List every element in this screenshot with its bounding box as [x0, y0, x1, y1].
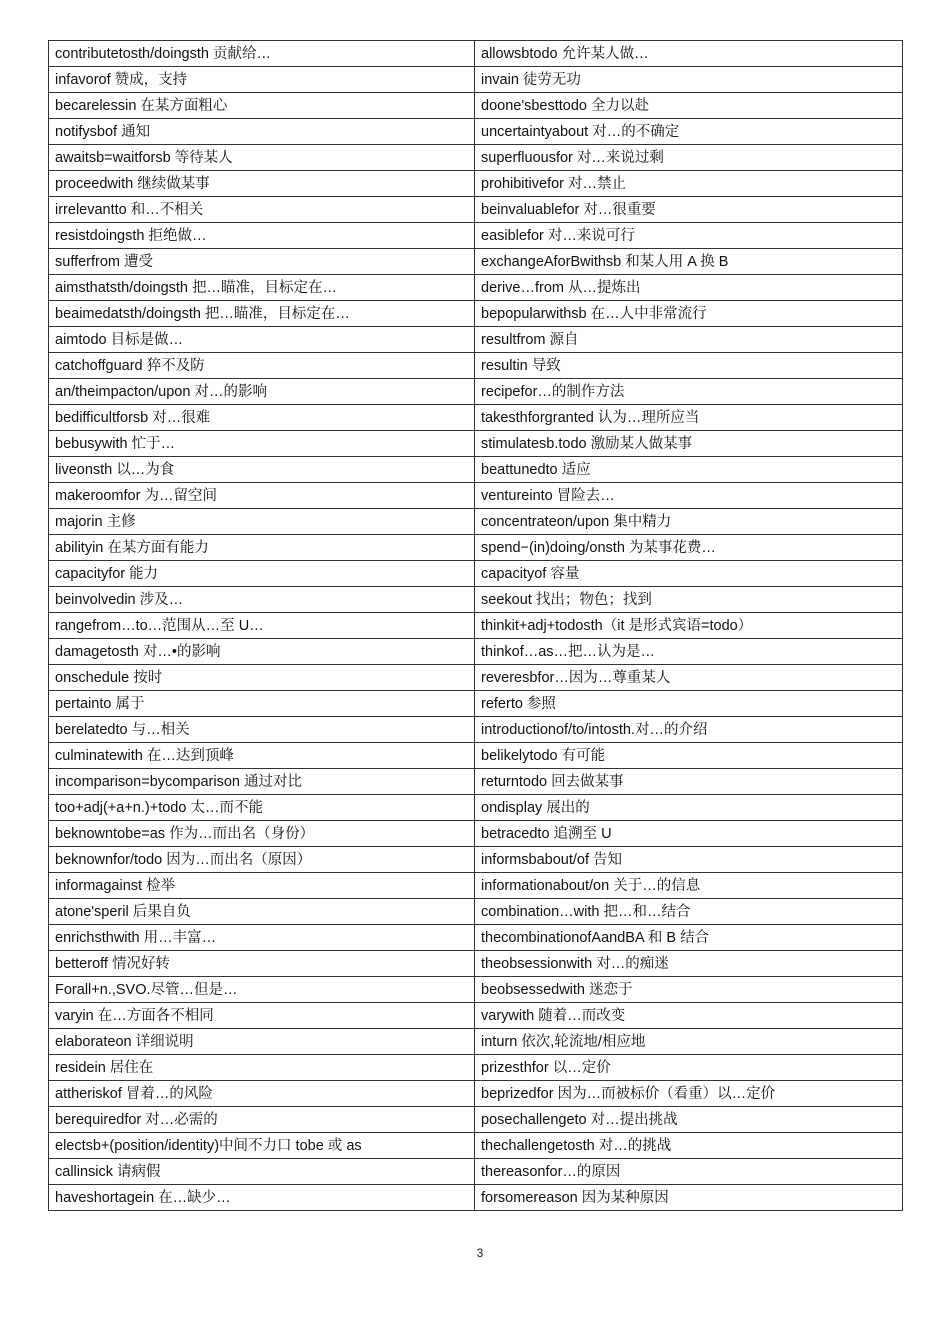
table-row — [49, 613, 903, 639]
vocabulary-table-body — [49, 41, 903, 1211]
phrase-cell-left: irrelevantto 和…不相关 — [49, 197, 475, 223]
phrase-cell-right: takesthforgranted 认为…理所应当 — [475, 405, 903, 431]
phrase-cell-right: prizesthfor 以…定价 — [475, 1055, 903, 1081]
phrase-cell-left: elaborateon 详细说明 — [49, 1029, 475, 1055]
phrase-cell-left: haveshortagein 在…缺少… — [49, 1185, 475, 1211]
phrase-cell-left: betteroff 情况好转 — [49, 951, 475, 977]
table-row — [49, 873, 903, 899]
table-row — [49, 847, 903, 873]
table-row — [49, 405, 903, 431]
phrase-cell-left: beknowntobe=as 作为…而出名（身份） — [49, 821, 475, 847]
phrase-cell-right: concentrateon/upon 集中精力 — [475, 509, 903, 535]
phrase-cell-right: prohibitivefor 对…禁止 — [475, 171, 903, 197]
phrase-cell-left: culminatewith 在…达到顶峰 — [49, 743, 475, 769]
phrase-cell-right: thinkit+adj+todosth（it 是形式宾语=todo） — [475, 613, 903, 639]
table-row — [49, 93, 903, 119]
phrase-cell-right: introductionof/to/intosth.对…的介绍 — [475, 717, 903, 743]
phrase-cell-left: varyin 在…方面各不相同 — [49, 1003, 475, 1029]
phrase-cell-right: beinvaluablefor 对…很重要 — [475, 197, 903, 223]
phrase-cell-left: capacityfor 能力 — [49, 561, 475, 587]
phrase-cell-left: informagainst 检举 — [49, 873, 475, 899]
table-row — [49, 353, 903, 379]
phrase-cell-left: incomparison=bycomparison 通过对比 — [49, 769, 475, 795]
table-row — [49, 197, 903, 223]
table-row — [49, 483, 903, 509]
phrase-cell-right: thecombinationofAandBA 和 B 结合 — [475, 925, 903, 951]
table-row — [49, 587, 903, 613]
phrase-cell-left: beinvolvedin 涉及… — [49, 587, 475, 613]
phrase-cell-right: informationabout/on 关于…的信息 — [475, 873, 903, 899]
vocabulary-table — [48, 40, 903, 1211]
phrase-cell-left: makeroomfor 为…留空间 — [49, 483, 475, 509]
phrase-cell-right: thechallengetosth 对…的挑战 — [475, 1133, 903, 1159]
phrase-cell-left: rangefrom…to…范围从…至 U… — [49, 613, 475, 639]
phrase-cell-left: liveonsth 以…为食 — [49, 457, 475, 483]
phrase-cell-right: posechallengeto 对…提出挑战 — [475, 1107, 903, 1133]
table-row — [49, 379, 903, 405]
table-row — [49, 457, 903, 483]
table-row — [49, 1055, 903, 1081]
phrase-cell-right: ventureinto 冒险去… — [475, 483, 903, 509]
phrase-cell-left: becarelessin 在某方面粗心 — [49, 93, 475, 119]
phrase-cell-right: returntodo 回去做某事 — [475, 769, 903, 795]
phrase-cell-right: superfluousfor 对…来说过剩 — [475, 145, 903, 171]
phrase-cell-left: beknownfor/todo 因为…而出名（原因） — [49, 847, 475, 873]
table-row — [49, 795, 903, 821]
table-row — [49, 665, 903, 691]
phrase-cell-right: inturn 依次,轮流地/相应地 — [475, 1029, 903, 1055]
table-row — [49, 1133, 903, 1159]
phrase-cell-right: informsbabout/of 告知 — [475, 847, 903, 873]
phrase-cell-right: reveresbfor…因为…尊重某人 — [475, 665, 903, 691]
page-number: 3 — [476, 1246, 484, 1260]
table-row — [49, 223, 903, 249]
phrase-cell-right: theobsessionwith 对…的痴迷 — [475, 951, 903, 977]
phrase-cell-left: abilityin 在某方面有能力 — [49, 535, 475, 561]
table-row — [49, 561, 903, 587]
table-row — [49, 743, 903, 769]
table-row — [49, 925, 903, 951]
phrase-cell-right: recipefor…的制作方法 — [475, 379, 903, 405]
phrase-cell-right: thinkof…as…把…认为是… — [475, 639, 903, 665]
phrase-cell-left: an/theimpacton/upon 对…的影响 — [49, 379, 475, 405]
phrase-cell-right: beattunedto 适应 — [475, 457, 903, 483]
phrase-cell-right: spend−(in)doing/onsth 为某事花费… — [475, 535, 903, 561]
phrase-cell-right: forsomereason 因为某种原因 — [475, 1185, 903, 1211]
phrase-cell-left: attheriskof 冒着…的风险 — [49, 1081, 475, 1107]
phrase-cell-left: notifysbof 通知 — [49, 119, 475, 145]
phrase-cell-left: callinsick 请病假 — [49, 1159, 475, 1185]
table-row — [49, 977, 903, 1003]
table-row — [49, 327, 903, 353]
table-row — [49, 1003, 903, 1029]
table-row — [49, 171, 903, 197]
phrase-cell-left: residein 居住在 — [49, 1055, 475, 1081]
table-row — [49, 717, 903, 743]
table-row — [49, 821, 903, 847]
table-row — [49, 1029, 903, 1055]
table-row — [49, 67, 903, 93]
phrase-cell-right: derive…from 从…提炼出 — [475, 275, 903, 301]
phrase-cell-left: sufferfrom 遭受 — [49, 249, 475, 275]
phrase-cell-left: berequiredfor 对…必需的 — [49, 1107, 475, 1133]
phrase-cell-right: capacityof 容量 — [475, 561, 903, 587]
phrase-cell-right: uncertaintyabout 对…的不确定 — [475, 119, 903, 145]
table-row — [49, 1185, 903, 1211]
phrase-cell-right: invain 徒劳无功 — [475, 67, 903, 93]
table-row — [49, 899, 903, 925]
phrase-cell-right: betracedto 追溯至 U — [475, 821, 903, 847]
table-row — [49, 119, 903, 145]
phrase-cell-left: onschedule 按时 — [49, 665, 475, 691]
phrase-cell-left: too+adj(+a+n.)+todo 太…而不能 — [49, 795, 475, 821]
phrase-cell-left: electsb+(position/identity)中间不力口 tobe 或 as — [49, 1133, 475, 1159]
phrase-cell-right: allowsbtodo 允许某人做… — [475, 41, 903, 67]
phrase-cell-left: proceedwith 继续做某事 — [49, 171, 475, 197]
phrase-cell-left: bebusywith 忙于… — [49, 431, 475, 457]
phrase-cell-right: beprizedfor 因为…而被标价（看重）以…定价 — [475, 1081, 903, 1107]
phrase-cell-left: beaimedatsth/doingsth 把…瞄准，目标定在… — [49, 301, 475, 327]
phrase-cell-left: aimtodo 目标是做… — [49, 327, 475, 353]
table-row — [49, 509, 903, 535]
table-row — [49, 275, 903, 301]
table-row — [49, 301, 903, 327]
phrase-cell-right: exchangeAforBwithsb 和某人用 A 换 B — [475, 249, 903, 275]
phrase-cell-left: resistdoingsth 拒绝做… — [49, 223, 475, 249]
phrase-cell-left: contributetosth/doingsth 贡献给… — [49, 41, 475, 67]
table-row — [49, 535, 903, 561]
phrase-cell-right: belikelytodo 有可能 — [475, 743, 903, 769]
table-row — [49, 639, 903, 665]
table-row — [49, 145, 903, 171]
phrase-cell-right: referto 参照 — [475, 691, 903, 717]
table-row — [49, 691, 903, 717]
phrase-cell-right: beobsessedwith 迷恋于 — [475, 977, 903, 1003]
table-row — [49, 769, 903, 795]
phrase-cell-right: easiblefor 对…来说可行 — [475, 223, 903, 249]
phrase-cell-left: infavorof 赞成，支持 — [49, 67, 475, 93]
phrase-cell-right: thereasonfor…的原因 — [475, 1159, 903, 1185]
phrase-cell-left: majorin 主修 — [49, 509, 475, 535]
phrase-cell-left: pertainto 属于 — [49, 691, 475, 717]
phrase-cell-right: stimulatesb.todo 激励某人做某事 — [475, 431, 903, 457]
phrase-cell-left: aimsthatsth/doingsth 把…瞄准，目标定在… — [49, 275, 475, 301]
phrase-cell-left: bedifficultforsb 对…很难 — [49, 405, 475, 431]
table-row — [49, 951, 903, 977]
phrase-cell-left: catchoffguard 猝不及防 — [49, 353, 475, 379]
phrase-cell-right: combination…with 把…和…结合 — [475, 899, 903, 925]
phrase-cell-left: awaitsb=waitforsb 等待某人 — [49, 145, 475, 171]
phrase-cell-right: seekout 找出；物色；找到 — [475, 587, 903, 613]
table-row — [49, 1081, 903, 1107]
phrase-cell-left: enrichsthwith 用…丰富… — [49, 925, 475, 951]
table-row — [49, 1159, 903, 1185]
table-row — [49, 431, 903, 457]
phrase-cell-right: resultfrom 源自 — [475, 327, 903, 353]
phrase-cell-left: berelatedto 与…相关 — [49, 717, 475, 743]
table-row — [49, 249, 903, 275]
phrase-cell-right: ondisplay 展出的 — [475, 795, 903, 821]
phrase-cell-right: varywith 随着…而改变 — [475, 1003, 903, 1029]
phrase-cell-right: bepopularwithsb 在…人中非常流行 — [475, 301, 903, 327]
phrase-cell-right: resultin 导致 — [475, 353, 903, 379]
phrase-cell-left: Forall+n.,SVO.尽管…但是… — [49, 977, 475, 1003]
phrase-cell-left: atone'speril 后果自负 — [49, 899, 475, 925]
phrase-cell-right: doone'sbesttodo 全力以赴 — [475, 93, 903, 119]
phrase-cell-left: damagetosth 对…•的影响 — [49, 639, 475, 665]
table-row — [49, 41, 903, 67]
table-row — [49, 1107, 903, 1133]
